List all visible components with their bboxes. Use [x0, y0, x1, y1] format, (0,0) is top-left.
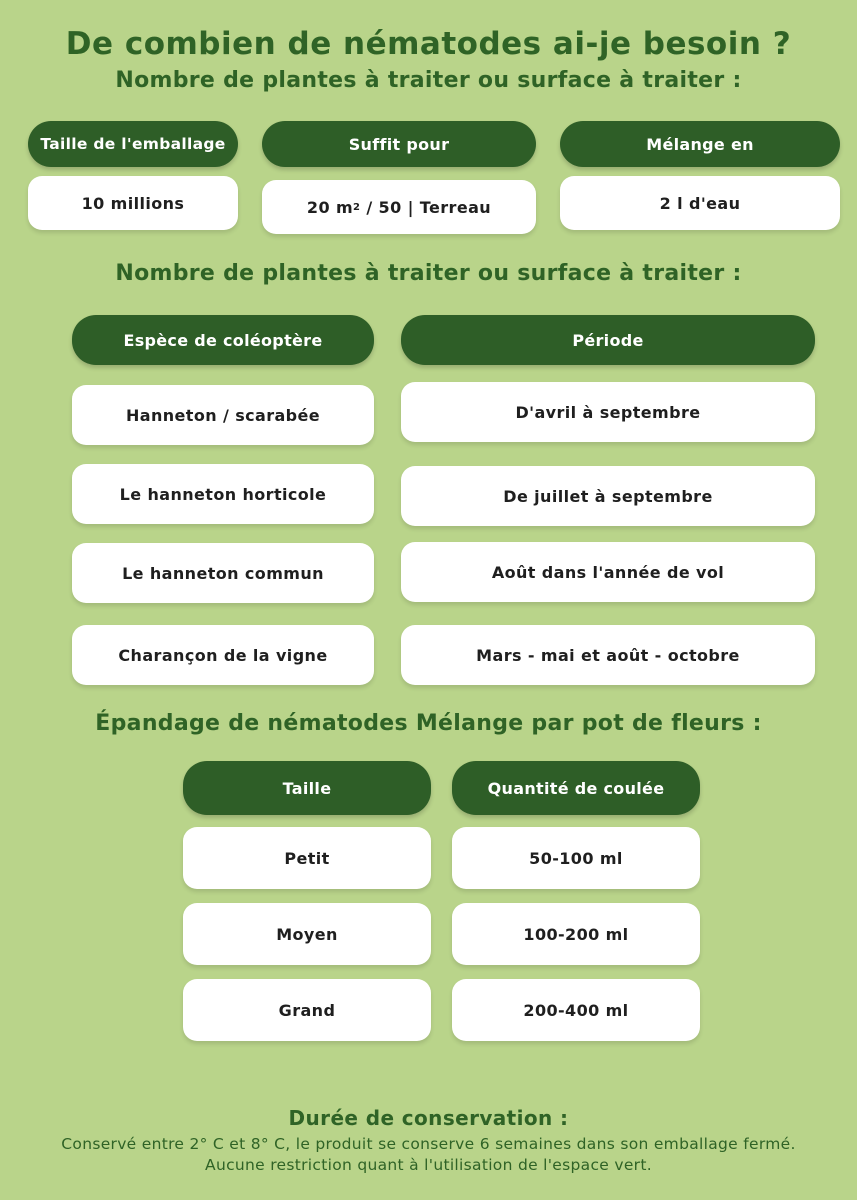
page-title: De combien de nématodes ai-je besoin ? [65, 26, 792, 62]
species-cell: Le hanneton commun [72, 543, 374, 603]
header-mix-in: Mélange en [560, 121, 840, 167]
species-cell: Charançon de la vigne [72, 625, 374, 685]
section1-subtitle: Nombre de plantes à traiter ou surface à traiter : [115, 68, 742, 93]
species-cell: Le hanneton horticole [72, 464, 374, 524]
storage-text: Conservé entre 2° C et 8° C, le produit se conserve 6 semaines dans son emballage fermé. Aucune restriction quant à l'utilisation de l'espace vert. [61, 1135, 796, 1174]
value-package-size: 10 millions [28, 176, 238, 230]
period-cell: De juillet à septembre [401, 466, 815, 526]
header-beetle-species: Espèce de coléoptère [72, 315, 374, 365]
section2-subtitle: Nombre de plantes à traiter ou surface à traiter : [115, 261, 742, 286]
period-cell: Août dans l'année de vol [401, 542, 815, 602]
header-size: Taille [183, 761, 431, 815]
storage-title: Durée de conservation : [288, 1106, 569, 1130]
size-cell: Moyen [183, 903, 431, 965]
value-mix-in: 2 l d'eau [560, 176, 840, 230]
amount-cell: 200-400 ml [452, 979, 700, 1041]
header-period: Période [401, 315, 815, 365]
value-enough-for [262, 180, 536, 234]
section3-subtitle: Épandage de nématodes Mélange par pot de fleurs : [95, 711, 762, 736]
value-area-rest: / 50 | Terreau [360, 197, 492, 217]
header-package-size: Taille de l'emballage [28, 121, 238, 167]
size-cell: Grand [183, 979, 431, 1041]
amount-cell: 50-100 ml [452, 827, 700, 889]
value-area: 20 m [306, 197, 354, 217]
value-area-exponent: 2 [353, 201, 361, 213]
species-cell: Hanneton / scarabée [72, 385, 374, 445]
period-cell: Mars - mai et août - octobre [401, 625, 815, 685]
amount-cell: 100-200 ml [452, 903, 700, 965]
size-cell: Petit [183, 827, 431, 889]
period-cell: D'avril à septembre [401, 382, 815, 442]
header-pour-amount: Quantité de coulée [452, 761, 700, 815]
header-enough-for: Suffit pour [262, 121, 536, 167]
